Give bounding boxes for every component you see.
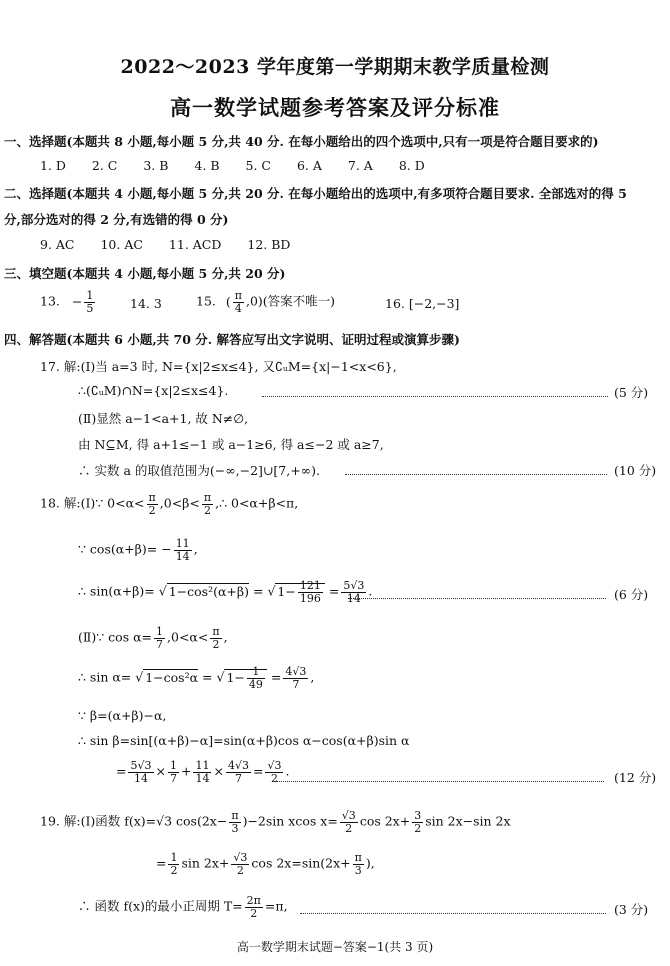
document-title: 2022～2023 学年度第一学期期末教学质量检测: [120, 56, 550, 78]
section2-header-line1: 二、选择题(本题共 4 小题,每小题 5 分,共 20 分. 在每小题给出的选项中,有多项符合题目要求. 全部选对的得 5: [4, 186, 627, 201]
section4-header: 四、解答题(本题共 6 小题,共 70 分. 解答应写出文字说明、证明过程或演算步骤): [4, 332, 460, 347]
answer-7: 7. A: [347, 158, 373, 173]
q18-line4: (Ⅱ)∵ cos α= $\frac{1}{7}$ ,0<α< $\frac{\pi}{2}$ ,: [78, 625, 228, 651]
q17-line5: ∴ 实数 a 的取值范围为(−∞,−2]∪[7,+∞).: [78, 463, 320, 478]
answer-4: 4. B: [194, 158, 220, 173]
section3-header: 三、填空题(本题共 4 小题,每小题 5 分,共 20 分): [4, 266, 286, 281]
document-subtitle: 高一数学试题参考答案及评分标准: [170, 95, 500, 120]
answer-8: 8. D: [398, 158, 425, 173]
answer-16: 16. [−2,−3]: [385, 296, 460, 311]
section1-header: 一、选择题(本题共 8 小题,每小题 5 分,共 40 分. 在每小题给出的四个选项中,只有一项是符合题目要求的): [4, 134, 599, 149]
q17-line1: 17. 解:(Ⅰ)当 a=3 时, N={x|2≤x≤4}, 又∁ᵤM={x|−1<x<6},: [40, 359, 397, 374]
q17-line2: ∴(∁ᵤM)∩N={x|2≤x≤4}.: [78, 383, 229, 398]
q18-score-1: (6 分): [614, 587, 649, 602]
section1-answers: [40, 158, 447, 173]
answer-14: 14. 3: [130, 296, 162, 311]
q19-score-1: (3 分): [614, 902, 649, 917]
q17-score-2: (10 分): [614, 463, 657, 478]
q18-line5: ∴ sin α= √ 1−cos²α = √ 1− $\frac{1}{49}$ = $\frac{4√3}{7}$ ,: [78, 665, 315, 691]
leader-dots: [262, 396, 608, 397]
q18-line1: 18. 解:(Ⅰ)∵ 0<α< $\frac{\pi}{2}$ ,0<β< $\frac{\pi}{2}$ ,∴ 0<α+β<π,: [40, 491, 299, 517]
answer-2: 2. C: [91, 158, 118, 173]
answer-3: 3. B: [143, 158, 169, 173]
answer-11: 11. ACD: [168, 237, 222, 252]
answer-12: 12. BD: [247, 237, 291, 252]
page-footer: 高一数学期末试题−答案−1(共 3 页): [236, 940, 434, 954]
q18-line7: ∴ sin β=sin[(α+β)−α]=sin(α+β)cos α−cos(α+β)sin α: [78, 733, 410, 748]
answer-10: 10. AC: [100, 237, 143, 252]
q19-line1: 19. 解:(Ⅰ)函数 f(x)=√3 cos(2x− $\frac{\pi}{3}$ )−2sin xcos x= $\frac{√3}{2}$ cos 2x+ $\frac{3}{2}$ sin 2x−sin 2x: [40, 809, 511, 835]
leader-dots: [300, 913, 606, 914]
q19-line2: = $\frac{1}{2}$ sin 2x+ $\frac{√3}{2}$ cos 2x=sin(2x+ $\frac{\pi}{3}$ ),: [156, 851, 375, 877]
q17-line3: (Ⅱ)显然 a−1<a+1, 故 N≠∅,: [78, 411, 249, 426]
answer-6: 6. A: [296, 158, 322, 173]
leader-dots: [345, 474, 607, 475]
answer-13: 13. − $\frac{1}{5}$: [40, 289, 94, 315]
q19-line3: ∴ 函数 f(x)的最小正周期 T= $\frac{2\pi}{2}$ =π,: [78, 894, 288, 920]
answer-5: 5. C: [245, 158, 271, 173]
section2-answers: [40, 237, 312, 252]
q17-line4: 由 N⊆M, 得 a+1≤−1 或 a−1≥6, 得 a≤−2 或 a≥7,: [78, 437, 384, 452]
leader-dots: [348, 598, 606, 599]
leader-dots: [274, 781, 604, 782]
section2-header-line2: 分,部分选对的得 2 分,有选错的得 0 分): [4, 212, 229, 227]
answer-9: 9. AC: [40, 237, 75, 252]
answer-15: 15. ( $\frac{\pi}{4}$ ,0)(答案不唯一): [196, 289, 336, 315]
q18-line8: = $\frac{5√3}{14}$ × $\frac{1}{7}$ + $\frac{11}{14}$ × $\frac{4√3}{7}$ = $\frac{√3}{2}$ .: [116, 759, 290, 785]
q18-line2: ∵ cos(α+β)= − $\frac{11}{14}$ ,: [78, 537, 198, 563]
answer-1: 1. D: [40, 158, 66, 173]
q18-score-2: (12 分): [614, 770, 657, 785]
q17-score-1: (5 分): [614, 385, 649, 400]
q18-line6: ∵ β=(α+β)−α,: [78, 708, 167, 723]
q18-line3: ∴ sin(α+β)= √ 1−cos²(α+β) = √ 1− $\frac{121}{196}$ = $\frac{5√3}{14}$ .: [78, 579, 373, 605]
